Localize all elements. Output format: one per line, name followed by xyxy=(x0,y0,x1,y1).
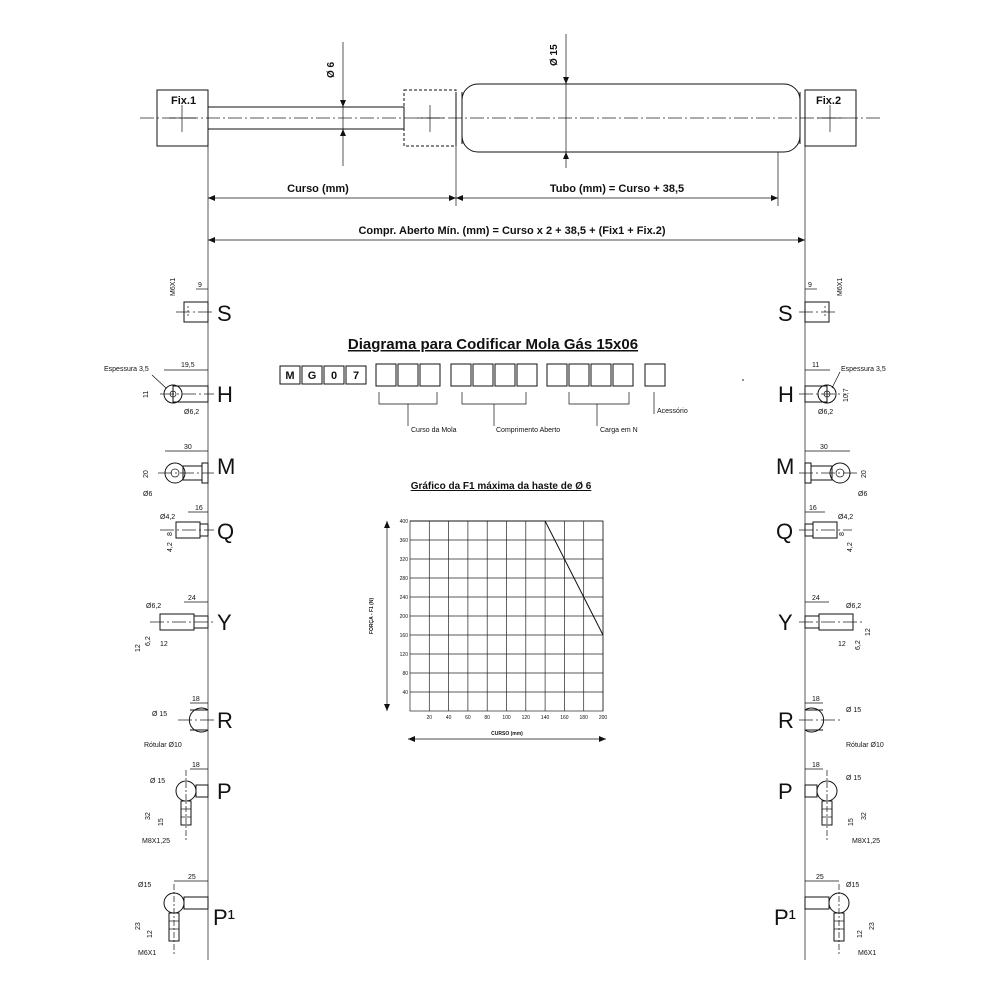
fitting-code-m-left: M xyxy=(217,454,236,479)
p-right-dim-thread-len: 15 xyxy=(848,818,855,826)
coding-diagram xyxy=(280,336,688,434)
fitting-code-q-left: Q xyxy=(217,519,235,544)
fitting-s-left xyxy=(170,278,232,326)
q-right-dim-width: 4,2 xyxy=(847,542,854,552)
fitting-code-p1-right: P¹ xyxy=(774,905,796,930)
p-left-dim-ball: Ø 15 xyxy=(150,778,166,785)
p-right-dim-height: 32 xyxy=(861,812,868,820)
p-left-dim-thread-len: 15 xyxy=(158,818,165,826)
p1-right-dim-height: 23 xyxy=(869,922,876,930)
y-right-dim-height: 12 xyxy=(865,628,872,636)
r-right-dim-length: 18 xyxy=(812,696,820,703)
code-brackets xyxy=(379,392,654,426)
h-left-dim-height: 11 xyxy=(143,390,150,398)
fittings-left xyxy=(104,278,235,957)
s-right-dim-length: 9 xyxy=(808,282,812,289)
chart-y-tick-label: 360 xyxy=(399,538,408,544)
m-left-dim-length: 30 xyxy=(184,444,192,451)
h-left-dim-length: 19,5 xyxy=(181,362,195,369)
r-right-dim-joint: Rótular Ø10 xyxy=(846,742,884,749)
p1-right-dim-thread-len: 12 xyxy=(857,930,864,938)
y-left-dim-height: 12 xyxy=(135,644,142,652)
p1-right-dim-thread: M6X1 xyxy=(858,950,877,957)
chart-x-tick-label: 140 xyxy=(540,715,550,721)
fitting-code-s-right: S xyxy=(778,301,793,326)
fitting-p1-right xyxy=(774,874,876,957)
chart-grid xyxy=(410,521,603,711)
force-chart xyxy=(369,481,607,742)
fitting-q-left xyxy=(160,505,234,552)
chart-y-label: FORÇA - F1 (N) xyxy=(369,597,375,635)
p1-left-dim-thread-len: 12 xyxy=(147,930,154,938)
m-right-dim-length: 30 xyxy=(820,444,828,451)
fitting-code-s-left: S xyxy=(217,301,232,326)
code-label-accessory: Acessório xyxy=(657,408,688,415)
gas-spring-drawing xyxy=(140,34,880,960)
open-length-label: Compr. Aberto Mín. (mm) = Curso x 2 + 38,5 + (Fix1 + Fix.2) xyxy=(358,225,666,237)
tube-diameter-label: Ø 15 xyxy=(549,44,560,66)
fitting-y-right xyxy=(778,595,872,650)
y-right-dim-slot: 6,2 xyxy=(855,640,862,650)
p1-left-dim-thread: M6X1 xyxy=(138,950,157,957)
fittings-right xyxy=(774,278,886,957)
p-left-dim-thread: M8X1,25 xyxy=(142,838,171,845)
m-left-dim-height: 20 xyxy=(143,470,150,478)
y-left-dim-slot: 6,2 xyxy=(145,636,152,646)
y-right-dim-length: 24 xyxy=(812,595,820,602)
p1-right-dim-length: 25 xyxy=(816,874,824,881)
p-right-dim-ball: Ø 15 xyxy=(846,775,862,782)
fitting-code-r-right: R xyxy=(778,708,794,733)
chart-x-tick-label: 180 xyxy=(579,715,588,721)
rod-diameter-label: Ø 6 xyxy=(326,61,337,78)
chart-x-tick-label: 20 xyxy=(426,715,433,721)
m-right-dim-height: 20 xyxy=(861,470,868,478)
p1-left-dim-length: 25 xyxy=(188,874,196,881)
fitting-q-right xyxy=(776,505,854,552)
fitting-p-right xyxy=(778,762,880,845)
chart-x-tick-label: 40 xyxy=(445,715,452,721)
y-right-dim-depth: 12 xyxy=(838,641,846,648)
fitting-code-h-left: H xyxy=(217,382,233,407)
m-right-dim-hole: Ø6 xyxy=(858,491,868,498)
h-left-dim-hole: Ø6,2 xyxy=(184,409,200,416)
q-right-dim-length: 16 xyxy=(809,505,817,512)
h-left-dim-thickness: Espessura 3,5 xyxy=(104,366,149,373)
tube-label: Tubo (mm) = Curso + 38,5 xyxy=(549,183,685,195)
fix1-label: Fix.1 xyxy=(171,95,197,107)
coding-title: Diagrama para Codificar Mola Gás 15x06 xyxy=(347,336,639,353)
chart-y-tick-label: 120 xyxy=(399,652,408,658)
p-left-dim-height: 32 xyxy=(145,812,152,820)
chart-y-tick-label: 40 xyxy=(402,690,408,696)
fitting-h-right xyxy=(778,362,886,416)
code-prefix-m: M xyxy=(285,370,295,382)
code-prefix-0: 0 xyxy=(330,370,338,382)
code-prefix-boxes xyxy=(280,366,366,384)
p1-left-dim-ball: Ø15 xyxy=(138,882,152,889)
fitting-r-right xyxy=(778,696,884,749)
fitting-code-p1-left: P¹ xyxy=(213,905,235,930)
code-prefix-7: 7 xyxy=(352,370,360,382)
chart-y-tick-label: 280 xyxy=(399,576,408,582)
fitting-code-p-right: P xyxy=(778,779,793,804)
chart-x-ticks xyxy=(427,715,608,721)
r-left-dim-length: 18 xyxy=(192,696,200,703)
code-input-boxes xyxy=(376,364,665,386)
y-left-dim-depth: 12 xyxy=(160,641,168,648)
code-label-open-length: Comprimento Aberto xyxy=(496,427,561,434)
q-right-dim-hole: Ø4,2 xyxy=(838,514,854,521)
r-right-dim-ball: Ø 15 xyxy=(846,707,862,714)
chart-y-tick-label: 240 xyxy=(399,595,408,601)
s-left-dim-thread: M6X1 xyxy=(170,277,177,296)
h-right-dim-length: 11 xyxy=(812,362,820,369)
chart-x-tick-label: 120 xyxy=(521,715,530,721)
fitting-m-left xyxy=(143,444,235,498)
chart-x-tick-label: 60 xyxy=(465,715,471,721)
chart-y-tick-label: 200 xyxy=(399,614,408,620)
y-right-dim-hole: Ø6,2 xyxy=(846,603,862,610)
p-right-dim-length: 18 xyxy=(812,762,820,769)
stray-dot xyxy=(742,379,744,381)
fitting-y-left xyxy=(135,595,232,652)
q-left-dim-length: 16 xyxy=(195,505,203,512)
q-right-dim-slot: 8 xyxy=(839,532,846,536)
q-left-dim-hole: Ø4,2 xyxy=(160,514,176,521)
fitting-p-left xyxy=(142,762,232,845)
chart-x-label: CURSO (mm) xyxy=(491,731,523,737)
chart-x-tick-label: 160 xyxy=(560,715,569,721)
p1-right-dim-ball: Ø15 xyxy=(846,882,860,889)
q-left-dim-width: 4,2 xyxy=(167,542,174,552)
fitting-r-left xyxy=(144,696,233,749)
fitting-s-right xyxy=(778,278,844,326)
fitting-code-r-left: R xyxy=(217,708,233,733)
s-left-dim-length: 9 xyxy=(198,282,202,289)
p-left-dim-length: 18 xyxy=(192,762,200,769)
p-right-dim-thread: M8X1,25 xyxy=(852,838,881,845)
q-left-dim-slot: 8 xyxy=(167,532,174,536)
h-right-dim-height: 10,7 xyxy=(843,388,850,402)
chart-x-tick-label: 80 xyxy=(484,715,490,721)
code-label-stroke: Curso da Mola xyxy=(411,427,457,434)
h-right-dim-hole: Ø6,2 xyxy=(818,409,834,416)
chart-y-tick-label: 400 xyxy=(399,519,408,525)
fix2-label: Fix.2 xyxy=(816,95,842,107)
stroke-label: Curso (mm) xyxy=(287,183,349,195)
s-right-dim-thread: M6X1 xyxy=(837,277,844,296)
code-label-load: Carga em N xyxy=(600,427,638,434)
r-left-dim-ball: Ø 15 xyxy=(152,711,168,718)
fitting-m-right xyxy=(776,444,868,498)
r-left-dim-joint: Rótular Ø10 xyxy=(144,742,182,749)
chart-y-tick-label: 80 xyxy=(402,671,408,677)
fitting-code-m-right: M xyxy=(776,454,795,479)
fitting-code-p-left: P xyxy=(217,779,232,804)
chart-y-ticks xyxy=(400,519,409,696)
p1-left-dim-height: 23 xyxy=(135,922,142,930)
fitting-p1-left xyxy=(135,874,235,957)
code-prefix-g: G xyxy=(307,370,317,382)
fitting-code-q-right: Q xyxy=(776,519,794,544)
fitting-h-left xyxy=(104,362,233,416)
chart-x-tick-label: 100 xyxy=(502,715,511,721)
chart-y-tick-label: 320 xyxy=(399,557,408,563)
m-left-dim-hole: Ø6 xyxy=(143,491,153,498)
h-right-dim-thickness: Espessura 3,5 xyxy=(841,366,886,373)
fitting-code-h-right: H xyxy=(778,382,794,407)
y-left-dim-length: 24 xyxy=(188,595,196,602)
fitting-code-y-left: Y xyxy=(217,610,232,635)
fitting-code-y-right: Y xyxy=(778,610,793,635)
y-left-dim-hole: Ø6,2 xyxy=(146,603,162,610)
chart-x-tick-label: 200 xyxy=(598,715,608,721)
chart-title: Gráfico da F1 máxima da haste de Ø 6 xyxy=(410,481,592,492)
chart-y-tick-label: 160 xyxy=(399,633,408,639)
